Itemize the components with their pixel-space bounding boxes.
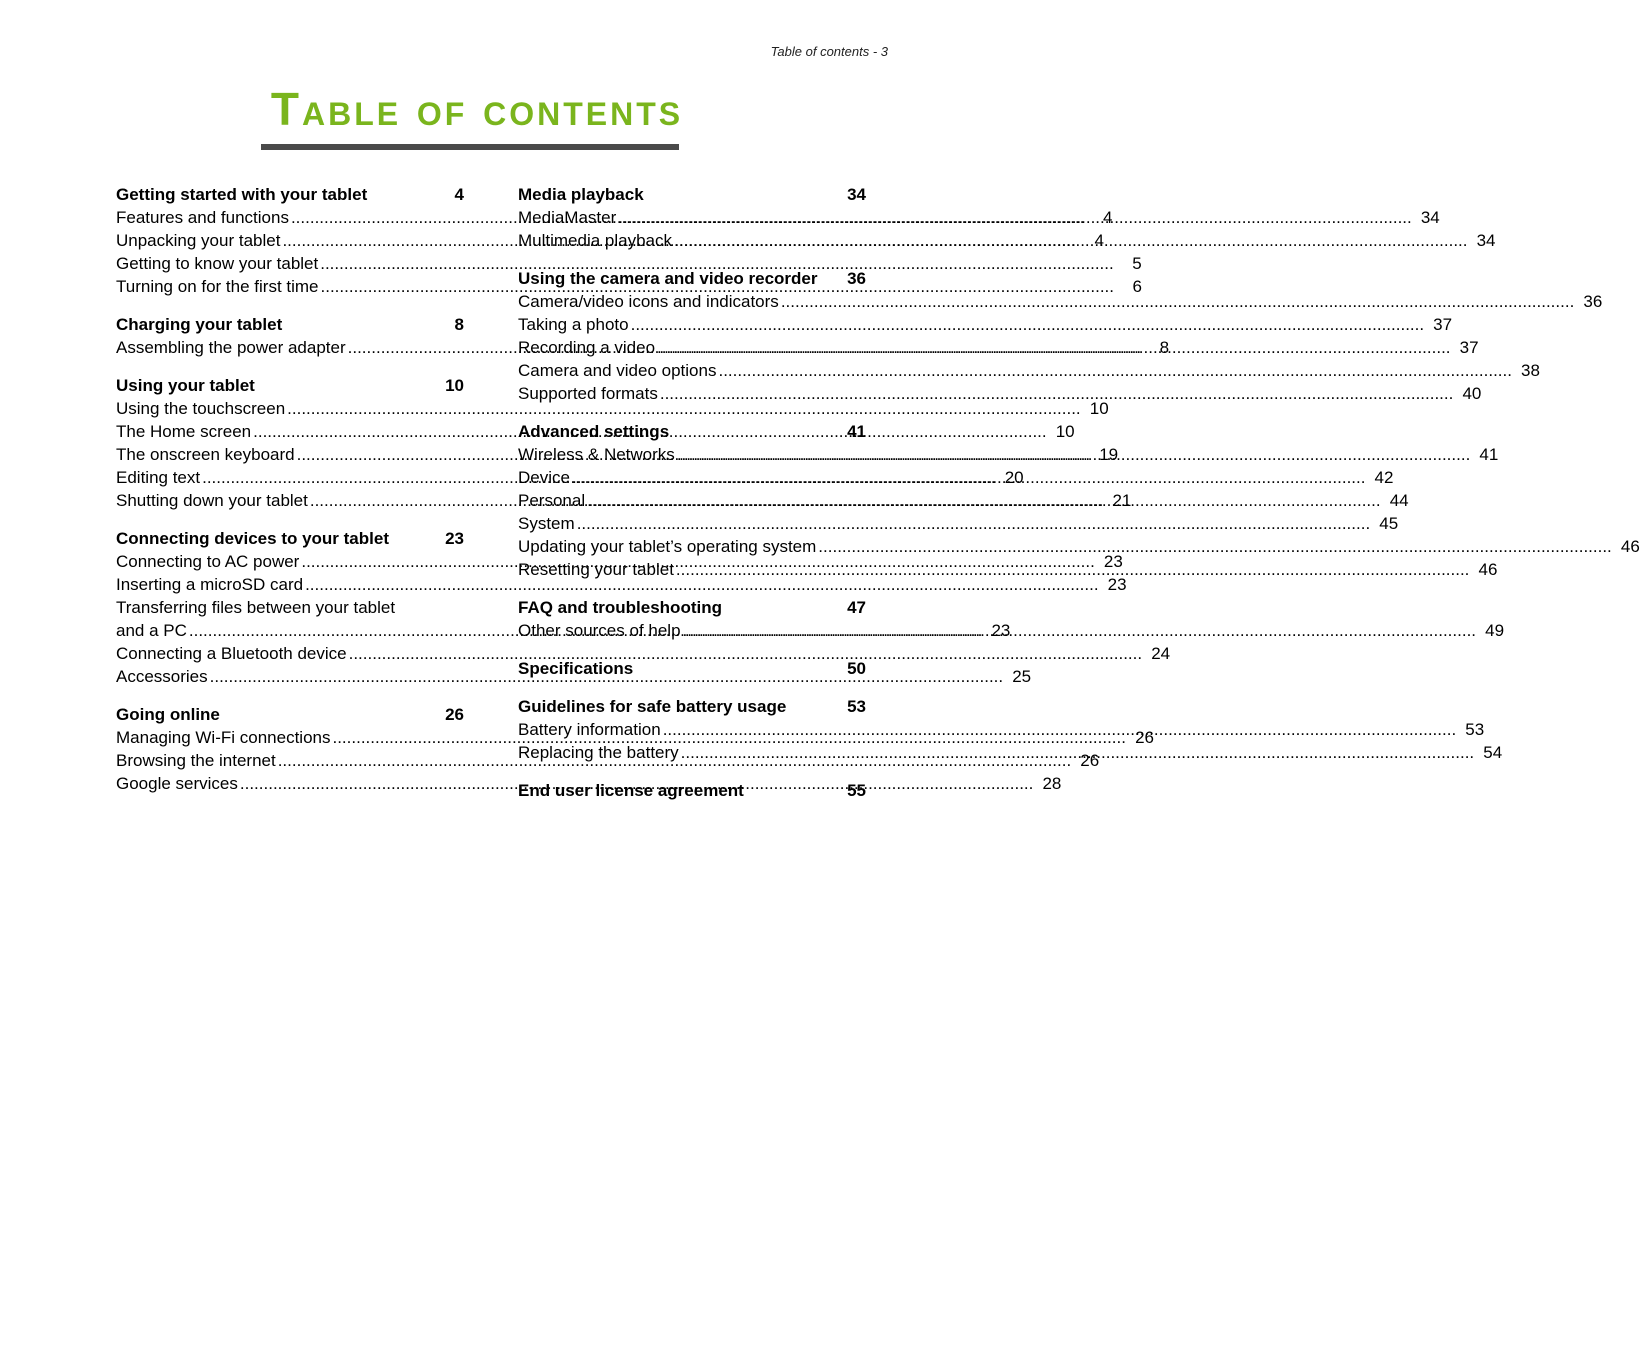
dot-leader (820, 261, 839, 284)
toc-entry[interactable] (518, 229, 1496, 252)
toc-heading-label: End user license agreement (518, 781, 744, 800)
page-number: 6 (1132, 277, 1143, 296)
page-number: 4 (454, 185, 464, 204)
toc-section (518, 261, 1603, 405)
page-number: 55 (847, 781, 866, 800)
toc-section-heading[interactable] (518, 773, 866, 802)
toc-entry-label: The Home screen (116, 422, 252, 441)
toc-section-heading[interactable] (116, 177, 464, 206)
dot-leader (646, 177, 838, 200)
page-number: 23 (991, 621, 1011, 640)
toc-entry-label: The onscreen keyboard (116, 445, 295, 464)
dot-leader (818, 535, 1612, 558)
toc-entry-label: Turning on for the first time (116, 277, 319, 296)
toc-entry-label: Personal (518, 491, 586, 510)
page-number: 37 (1459, 338, 1479, 357)
toc-entry-label: Wireless & Networks (518, 445, 675, 464)
page-number: 8 (454, 315, 464, 334)
toc-entry-label: Assembling the power adapter (116, 338, 346, 357)
toc-heading-label: Connecting devices to your tablet (116, 529, 389, 548)
page-number: 53 (1465, 720, 1485, 739)
toc-heading-label: Going online (116, 705, 220, 724)
toc-entry[interactable] (518, 290, 1603, 313)
toc-section-heading[interactable] (518, 414, 866, 443)
toc-heading-label: FAQ and troubleshooting (518, 598, 722, 617)
toc-entry-label: MediaMaster (518, 208, 617, 227)
toc-section-heading[interactable] (116, 368, 464, 397)
dot-leader (663, 718, 1457, 741)
page-number: 21 (1112, 491, 1132, 510)
dot-leader (683, 619, 1477, 642)
toc-entry-label: Managing Wi-Fi connections (116, 728, 331, 747)
toc-section-heading[interactable] (518, 590, 866, 619)
toc-section-heading[interactable] (518, 689, 866, 718)
dot-leader (631, 313, 1425, 336)
toc-entry-label: Google services (116, 774, 238, 793)
toc-entry-label: Camera and video options (518, 361, 717, 380)
dot-leader (657, 336, 1451, 359)
page-number: 36 (1583, 292, 1603, 311)
page-number: 26 (1080, 751, 1100, 770)
page-number: 4 (1094, 231, 1104, 250)
toc-entry-label: Inserting a microSD card (116, 575, 304, 594)
toc-section-heading[interactable] (518, 651, 866, 680)
dot-leader (257, 368, 436, 391)
toc-entry-label: Other sources of help (518, 621, 681, 640)
toc-entry-label-line[interactable]: Transferring files between your tablet (116, 598, 396, 617)
toc-entry-label: Getting to know your tablet (116, 254, 319, 273)
toc-entry-label: and a PC (116, 621, 187, 640)
toc-entry[interactable] (518, 382, 1482, 405)
page-number: 41 (1479, 445, 1499, 464)
dot-leader (577, 512, 1371, 535)
toc-entry-label: Replacing the battery (518, 743, 679, 762)
page-number: 24 (1151, 644, 1171, 663)
page-number: 44 (1389, 491, 1409, 510)
toc-entry[interactable] (518, 359, 1540, 382)
toc-entry[interactable] (116, 397, 1109, 420)
toc-entry-label: Browsing the internet (116, 751, 276, 770)
toc-heading-label: Using your tablet (116, 376, 255, 395)
toc-entry-label: Resetting your tablet (518, 560, 674, 579)
page-number: 49 (1485, 621, 1505, 640)
toc-entry[interactable] (116, 573, 1127, 596)
page-number: 23 (445, 529, 464, 548)
toc-entry[interactable] (518, 206, 1440, 229)
toc-entry-label: Unpacking your tablet (116, 231, 281, 250)
page-number: 46 (1620, 537, 1640, 556)
page-number: 26 (445, 705, 464, 724)
dot-leader (284, 307, 436, 330)
page-number: 45 (1379, 514, 1399, 533)
toc-entry[interactable] (116, 642, 1171, 665)
dot-leader (572, 466, 1366, 489)
toc-entry-label: Device (518, 468, 570, 487)
running-header: Table of contents - 3 (770, 44, 888, 59)
toc-entry-label: System (518, 514, 575, 533)
dot-leader (671, 414, 838, 437)
toc-section-heading[interactable] (116, 697, 464, 726)
page-number: 34 (1420, 208, 1440, 227)
page-number: 41 (847, 422, 866, 441)
toc-entry-label: Connecting a Bluetooth device (116, 644, 347, 663)
toc-entry-label: Features and functions (116, 208, 289, 227)
dot-leader (724, 590, 838, 613)
toc-heading-label: Media playback (518, 185, 644, 204)
page-number: 54 (1483, 743, 1503, 762)
dot-leader (635, 651, 838, 674)
page-number: 40 (1462, 384, 1482, 403)
page-number: 53 (847, 697, 866, 716)
dot-leader (222, 697, 436, 720)
page-number: 19 (1099, 445, 1119, 464)
toc-section-heading[interactable] (518, 177, 866, 206)
toc-entry-label: Using the touchscreen (116, 399, 286, 418)
page-number: 26 (1135, 728, 1154, 747)
dot-leader (681, 741, 1475, 764)
dot-leader (677, 443, 1471, 466)
toc-section (518, 177, 1496, 252)
toc-entry-label: Shutting down your tablet (116, 491, 308, 510)
toc-entry[interactable] (518, 512, 1399, 535)
toc-heading-label: Specifications (518, 659, 634, 678)
page-number: 10 (445, 376, 464, 395)
toc-entry-label: Battery information (518, 720, 661, 739)
toc-section (518, 651, 866, 680)
page-number: 25 (1012, 667, 1032, 686)
page-number: 47 (847, 598, 866, 617)
toc-entry-label: Editing text (116, 468, 201, 487)
toc-entry-label: Recording a video (518, 338, 656, 357)
toc-entry-label: Taking a photo (518, 315, 629, 334)
toc-entry-label: Camera/video icons and indicators (518, 292, 779, 311)
page-title: Table of contents (270, 83, 684, 135)
page-number: 23 (1103, 552, 1123, 571)
dot-leader (718, 359, 1512, 382)
page-number: 34 (1476, 231, 1496, 250)
page-number: 38 (1521, 361, 1540, 380)
page-number: 34 (847, 185, 866, 204)
dot-leader (788, 689, 838, 712)
dot-leader (618, 206, 1412, 229)
page-number: 4 (1102, 208, 1113, 227)
toc-entry-label: Supported formats (518, 384, 658, 403)
page-number: 28 (1042, 774, 1062, 793)
toc-entry-label: Multimedia playback (518, 231, 673, 250)
toc-section-heading[interactable] (518, 261, 866, 290)
page-number: 10 (1055, 422, 1075, 441)
toc-entry[interactable] (518, 313, 1453, 336)
toc-entry-label: Connecting to AC power (116, 552, 300, 571)
dot-leader (746, 773, 838, 796)
toc-entry[interactable] (116, 252, 1142, 275)
title-underline (261, 144, 679, 150)
toc-section-heading[interactable] (116, 307, 464, 336)
page-number: 36 (847, 269, 866, 288)
page-number: 20 (1004, 468, 1024, 487)
dot-leader (660, 382, 1454, 405)
toc-heading-label: Using the camera and video recorder (518, 269, 818, 288)
toc-heading-label: Getting started with your tablet (116, 185, 368, 204)
toc-entry[interactable] (518, 336, 1479, 359)
page-number: 46 (1478, 560, 1498, 579)
page-number: 23 (1107, 575, 1127, 594)
dot-leader (587, 489, 1381, 512)
dot-leader (369, 177, 436, 200)
page-number: 8 (1159, 338, 1170, 357)
toc-heading-label: Guidelines for safe battery usage (518, 697, 787, 716)
toc-heading-label: Advanced settings (518, 422, 670, 441)
toc-entry-label: Updating your tablet’s operating system (518, 537, 817, 556)
toc-section-heading[interactable] (116, 521, 464, 550)
toc-heading-label: Charging your tablet (116, 315, 283, 334)
dot-leader (391, 521, 436, 544)
dot-leader (781, 290, 1575, 313)
page-number: 42 (1374, 468, 1394, 487)
toc-entry-label: Accessories (116, 667, 208, 686)
page-number: 50 (847, 659, 866, 678)
page-number: 10 (1089, 399, 1109, 418)
toc-entry[interactable] (518, 535, 1640, 558)
toc-section (518, 773, 866, 802)
page-number: 5 (1132, 254, 1142, 273)
page-number: 37 (1433, 315, 1453, 334)
dot-leader (674, 229, 1468, 252)
dot-leader (676, 558, 1470, 581)
